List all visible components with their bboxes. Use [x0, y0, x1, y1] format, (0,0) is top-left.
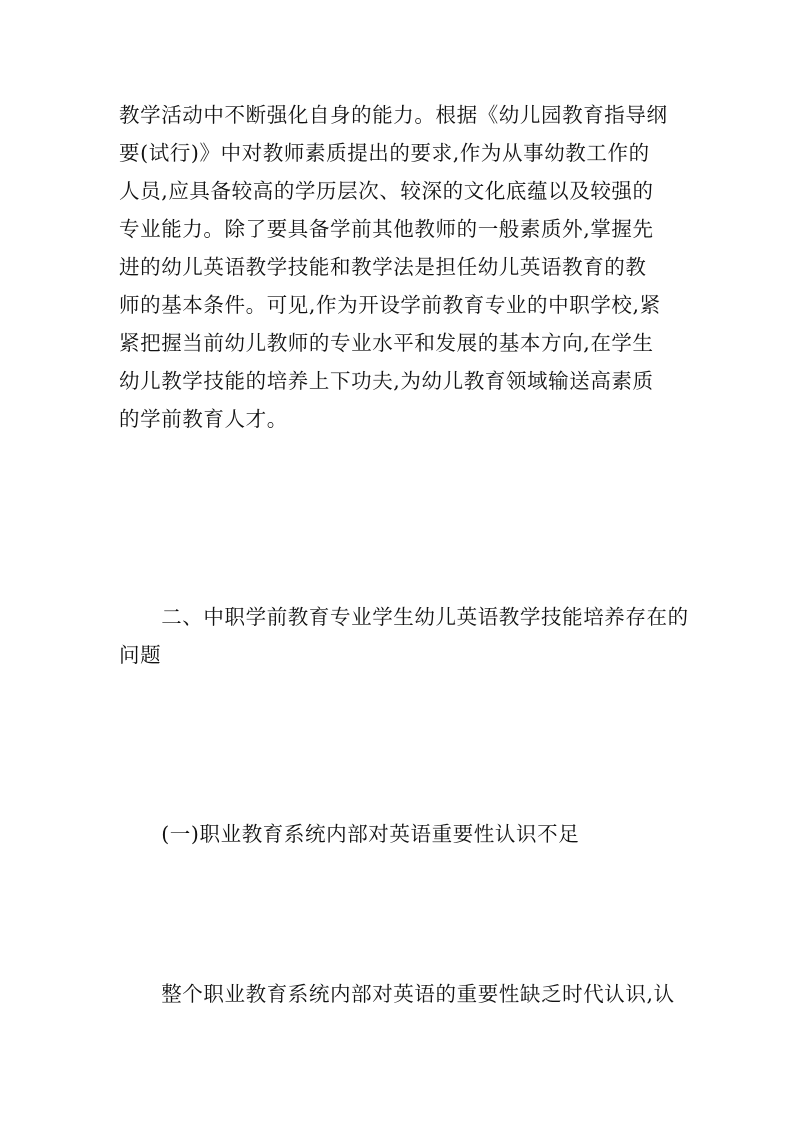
text-line: (一)职业教育系统内部对英语重要性认识不足	[119, 822, 580, 846]
text-line: 问题	[119, 643, 162, 667]
text-line: 师的基本条件。可见,作为开设学前教育专业的中职学校,紧	[119, 293, 661, 317]
text-line: 专业能力。除了要具备学前其他教师的一般素质外,掌握先	[119, 217, 654, 241]
text-line: 人员,应具备较高的学历层次、较深的文化底蕴以及较强的	[119, 179, 654, 203]
text-line: 进的幼儿英语教学技能和教学法是担任幼儿英语教育的教	[119, 255, 647, 279]
text-line: 二、中职学前教育专业学生幼儿英语教学技能培养存在的	[119, 605, 689, 629]
text-line: 整个职业教育系统内部对英语的重要性缺乏时代认识,认	[119, 982, 675, 1006]
subsection-heading	[119, 815, 679, 853]
text-line: 幼儿教学技能的培养上下功夫,为幼儿教育领域输送高素质	[119, 369, 654, 393]
body-paragraph	[119, 96, 679, 438]
text-line: 紧把握当前幼儿教师的专业水平和发展的基本方向,在学生	[119, 331, 654, 355]
text-line: 要(试行)》中对教师素质提出的要求,作为从事幼教工作的	[119, 141, 650, 165]
text-line: 教学活动中不断强化自身的能力。根据《幼儿园教育指导纲	[119, 103, 668, 127]
section-heading	[119, 598, 689, 674]
text-line: 的学前教育人才。	[119, 407, 288, 431]
body-paragraph	[119, 975, 679, 1013]
